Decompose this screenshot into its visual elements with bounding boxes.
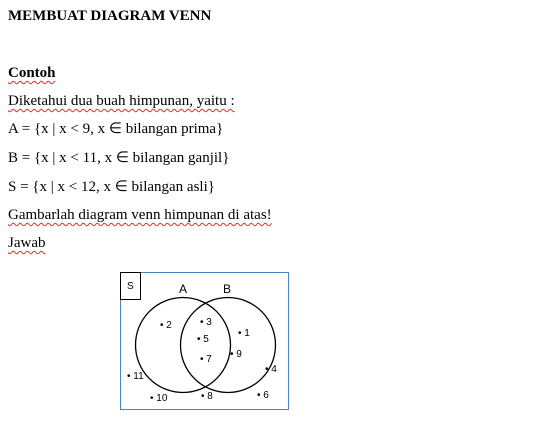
- page-title: MEMBUAT DIAGRAM VENN: [8, 8, 212, 24]
- answer-label: Jawab: [8, 235, 46, 251]
- universal-set-label: S: [127, 281, 134, 292]
- element-7: • 7: [200, 354, 212, 365]
- instruction-text: Gambarlah diagram venn himpunan di atas!: [8, 207, 272, 223]
- set-b-definition: B = {x | x < 11, x ∈ bilangan ganjil}: [8, 150, 230, 166]
- element-4: • 4: [265, 364, 277, 375]
- element-9: • 9: [230, 349, 242, 360]
- section-heading: Contoh: [8, 65, 56, 81]
- set-a-label: A: [179, 282, 188, 296]
- element-3: • 3: [200, 317, 212, 328]
- set-b-label: B: [223, 282, 232, 296]
- element-1: • 1: [238, 328, 250, 339]
- element-6: • 6: [257, 390, 269, 401]
- element-5: • 5: [197, 334, 209, 345]
- set-a-definition: A = {x | x < 9, x ∈ bilangan prima}: [8, 121, 224, 137]
- element-11: • 11: [127, 371, 144, 382]
- element-8: • 8: [201, 391, 213, 402]
- venn-diagram: [120, 272, 289, 410]
- intro-text: Diketahui dua buah himpunan, yaitu :: [8, 93, 235, 109]
- element-10: • 10: [150, 393, 168, 404]
- element-2: • 2: [160, 320, 172, 331]
- set-s-definition: S = {x | x < 12, x ∈ bilangan asli}: [8, 179, 215, 195]
